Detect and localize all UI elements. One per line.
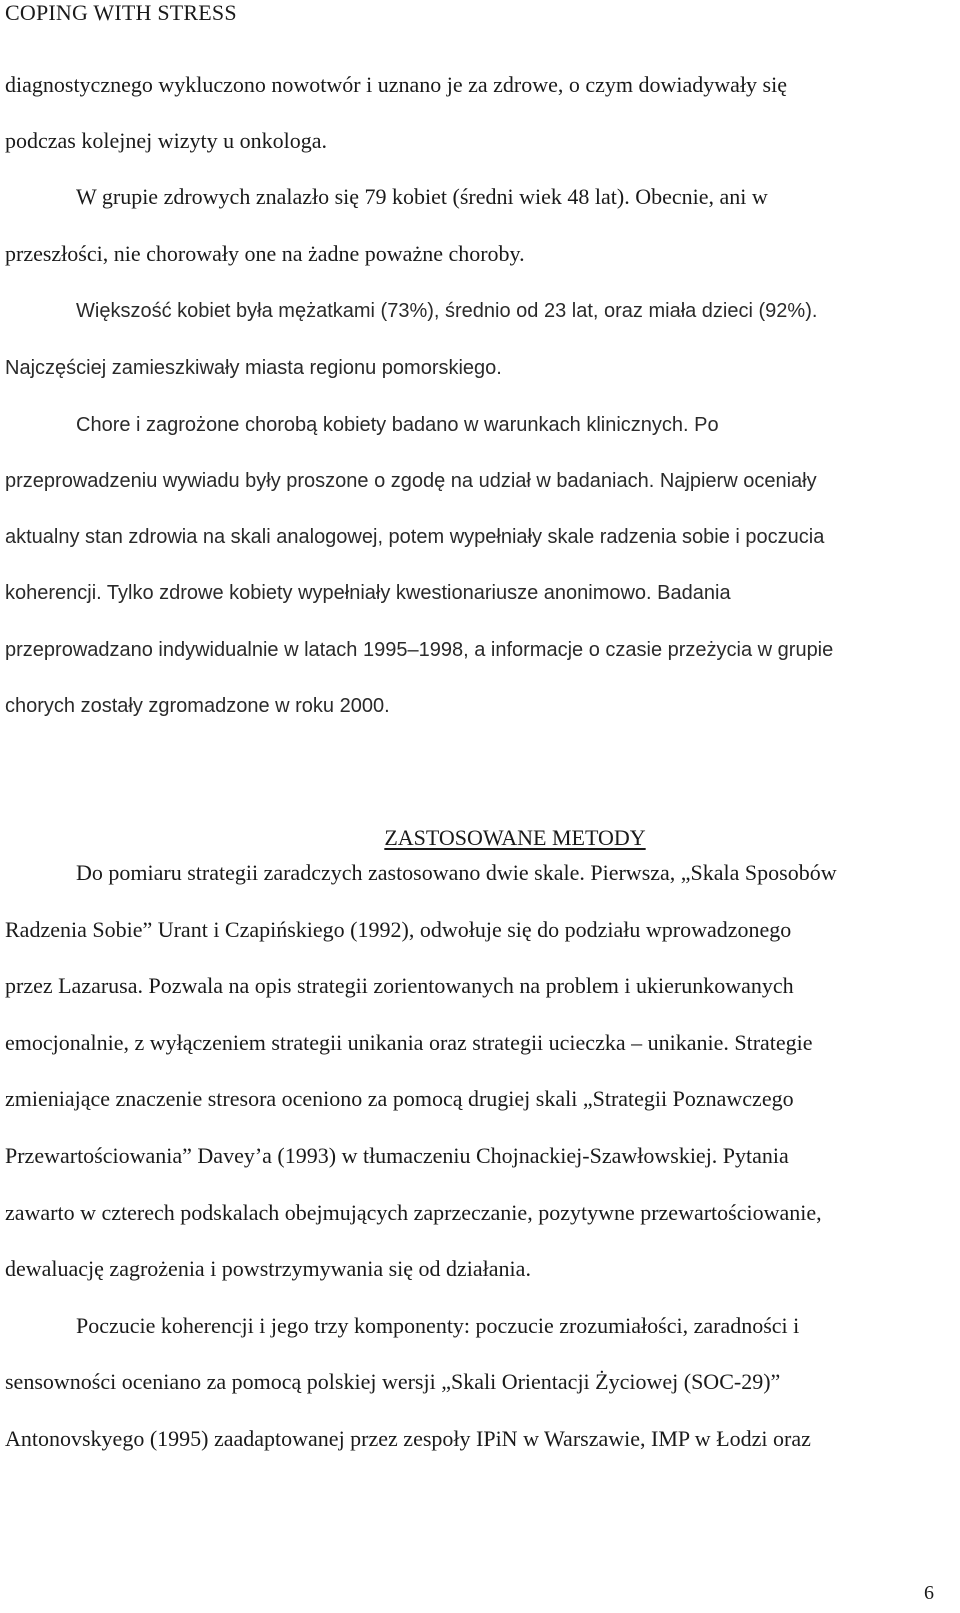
text-line: Chore i zagrożone chorobą kobiety badano w warunkach klinicznych. Po <box>76 414 719 436</box>
text-line: chorych zostały zgromadzone w roku 2000. <box>5 695 390 717</box>
text-line: diagnostycznego wykluczono nowotwór i uznano je za zdrowe, o czym dowiadywały się <box>5 72 787 97</box>
text-line: przeszłości, nie chorowały one na żadne poważne choroby. <box>5 241 525 266</box>
text-line: Antonovskyego (1995) zaadaptowanej przez zespoły IPiN w Warszawie, IMP w Łodzi oraz <box>5 1426 811 1451</box>
text-line: Większość kobiet była mężatkami (73%), średnio od 23 lat, oraz miała dzieci (92%). <box>76 300 818 322</box>
page-number: 6 <box>924 1582 934 1604</box>
text-line: zmieniające znaczenie stresora oceniono za pomocą drugiej skali „Strategii Poznawczego <box>5 1086 794 1111</box>
text-line: dewaluację zagrożenia i powstrzymywania się od działania. <box>5 1256 531 1281</box>
text-line: Poczucie koherencji i jego trzy komponenty: poczucie zrozumiałości, zaradności i <box>76 1313 800 1338</box>
running-header: COPING WITH STRESS <box>5 0 237 25</box>
text-line: Przewartościowania” Davey’a (1993) w tłumaczeniu Chojnackiej-Szawłowskiej. Pytania <box>5 1143 789 1168</box>
text-line: przeprowadzeniu wywiadu były proszone o zgodę na udział w badaniach. Najpierw oceniały <box>5 470 817 492</box>
text-line: zawarto w czterech podskalach obejmujących zaprzeczanie, pozytywne przewartościowanie, <box>5 1200 822 1225</box>
text-line: przeprowadzano indywidualnie w latach 1995–1998, a informacje o czasie przeżycia w grupie <box>5 639 834 661</box>
text-line: Do pomiaru strategii zaradczych zastosowano dwie skale. Pierwsza, „Skala Sposobów <box>76 860 837 885</box>
text-line: koherencji. Tylko zdrowe kobiety wypełniały kwestionariusze anonimowo. Badania <box>5 582 731 604</box>
text-line: podczas kolejnej wizyty u onkologa. <box>5 128 327 153</box>
text-line: przez Lazarusa. Pozwala na opis strategii zorientowanych na problem i ukierunkowanych <box>5 973 794 998</box>
text-line: emocjonalnie, z wyłączeniem strategii unikania oraz strategii ucieczka – unikanie. Strategie <box>5 1030 813 1055</box>
text-line: Najczęściej zamieszkiwały miasta regionu pomorskiego. <box>5 357 502 379</box>
text-line: Radzenia Sobie” Urant i Czapińskiego (1992), odwołuje się do podziału wprowadzonego <box>5 917 792 942</box>
text-line: aktualny stan zdrowia na skali analogowej, potem wypełniały skale radzenia sobie i poczucia <box>5 526 825 548</box>
section-heading: ZASTOSOWANE METODY <box>384 825 646 850</box>
text-line: W grupie zdrowych znalazło się 79 kobiet (średni wiek 48 lat). Obecnie, ani w <box>76 184 768 209</box>
text-line: sensowności oceniano za pomocą polskiej wersji „Skali Orientacji Życiowej (SOC-29)” <box>5 1369 781 1394</box>
